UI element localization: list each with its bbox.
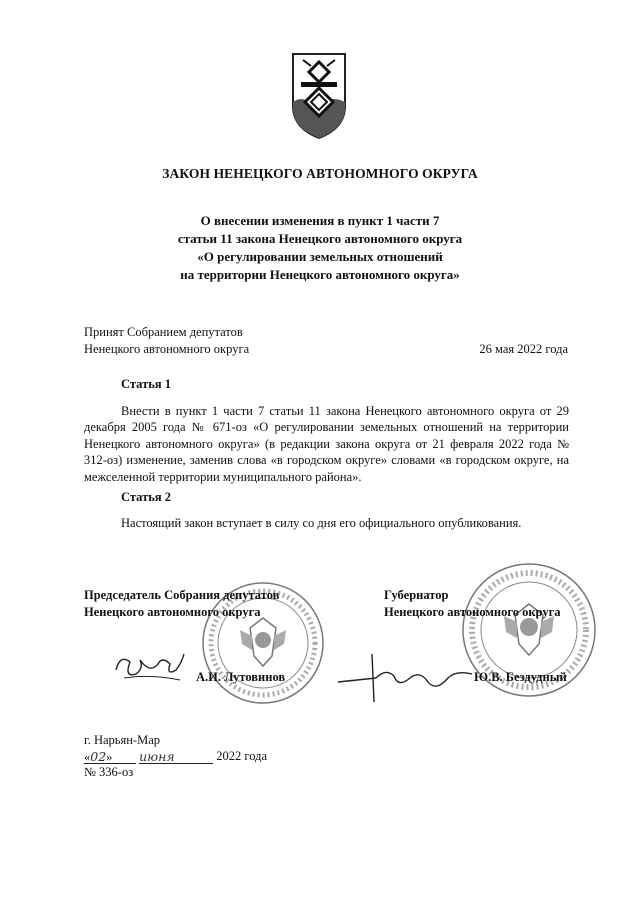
adoption-date: 26 мая 2022 года bbox=[479, 342, 568, 356]
subject-line: на территории Ненецкого автономного округа» bbox=[180, 267, 460, 282]
governor-title-line: Ненецкого автономного округа bbox=[384, 604, 561, 619]
adoption-line: Ненецкого автономного округа bbox=[84, 342, 250, 356]
adoption-note bbox=[84, 324, 249, 358]
chair-title-line: Ненецкого автономного округа bbox=[84, 604, 261, 619]
article-1-text: Внести в пункт 1 части 7 статьи 11 закона Ненецкого автономного округа от 29 декабря 2005 года № 671-оз «О регулировании земельных отношений на территории Ненецкого автономного округа» (в редакции закона округа от 21 февраля 2022 года № 312-оз) изменение, заменив слова «в городском округе» словами «в городском округе, на межселенной территории муниципального района». bbox=[84, 404, 569, 484]
chair-name: А.И. Лутовинов bbox=[196, 670, 286, 684]
article-2-text: Настоящий закон вступает в силу со дня его официального опубликования. bbox=[121, 516, 522, 530]
governor-title-line: Губернатор bbox=[384, 588, 449, 602]
chair-title bbox=[84, 587, 279, 620]
governor-name: Ю.В. Бездудный bbox=[474, 670, 567, 684]
subject-line: «О регулировании земельных отношений bbox=[197, 249, 443, 264]
date-month: июня bbox=[139, 749, 175, 764]
adoption-line: Принят Собранием депутатов bbox=[84, 325, 243, 339]
governor-title bbox=[384, 587, 561, 620]
place-of-signing: г. Нарьян-Мар bbox=[84, 733, 161, 747]
date-day: 02 bbox=[90, 749, 107, 764]
law-number: № 336-оз bbox=[84, 765, 134, 779]
subject-line: О внесении изменения в пункт 1 части 7 bbox=[200, 213, 440, 228]
law-subject bbox=[60, 212, 580, 284]
coat-of-arms-icon bbox=[289, 48, 349, 140]
date-year: 2022 года bbox=[216, 749, 267, 763]
chair-signature-icon bbox=[110, 634, 190, 690]
chair-title-line: Председатель Собрания депутатов bbox=[84, 588, 280, 602]
signing-date: «02» июня 2022 года bbox=[84, 749, 267, 764]
article-1-heading: Статья 1 bbox=[121, 377, 171, 391]
article-2-heading: Статья 2 bbox=[121, 490, 171, 504]
governor-signature-icon bbox=[336, 648, 476, 706]
subject-line: статьи 11 закона Ненецкого автономного округа bbox=[177, 231, 463, 246]
law-title: ЗАКОН НЕНЕЦКОГО АВТОНОМНОГО ОКРУГА bbox=[162, 166, 478, 181]
